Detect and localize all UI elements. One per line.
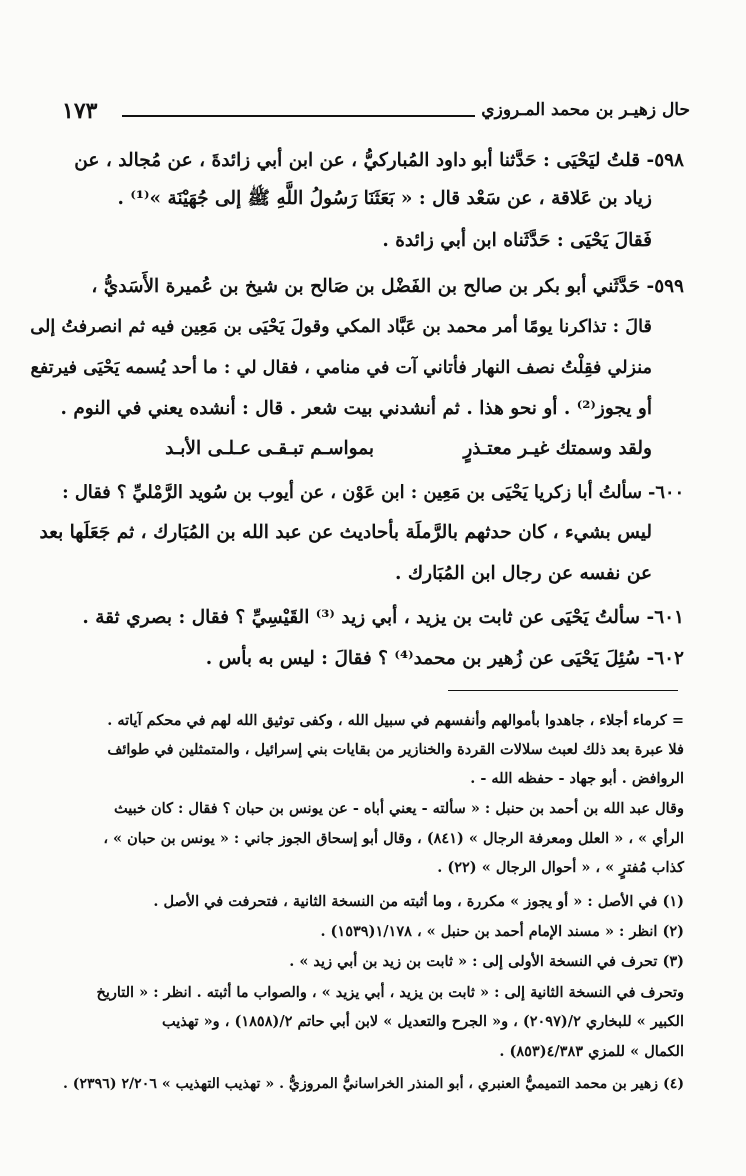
text-line: ٦٠٢- سُئِلَ يَحْيَى عن زُهير بن محمد⁽⁴⁾ ؟ فقالَ : ليس به بأس .: [205, 648, 684, 669]
footnote-line: الرأي » ، « العلل ومعرفة الرجال » (٨٤١) ، وقال أبو إسحاق الجوز جاني : « يونس بن حبان » ،: [103, 830, 684, 847]
running-title: حال زهيـر بن محمد المـروزي: [481, 100, 690, 120]
footnote-separator: [448, 690, 678, 691]
text-line: قالَ : تذاكرنا يومًا أمر محمد بن عَبَّاد المكي وقولَ يَحْيَى بن مَعِين فيه ثم انصرفتُ إلى: [30, 316, 652, 337]
footnote-line: (٣) تحرف في النسخة الأولى إلى : « ثابت بن زيد بن أبي زيد » .: [289, 953, 684, 970]
text-line: أو يجوز⁽²⁾ . أو نحو هذا . ثم أنشدني بيت شعر . قال : أنشده يعني في النوم .: [60, 398, 652, 419]
footnote-line: الروافض . أبو جهاد - حفظه الله - .: [470, 770, 684, 787]
poem-hemistich-2: بمواسـم تبـقـى عـلـى الأبـد: [165, 438, 374, 459]
page-header: [62, 98, 690, 126]
text-line: ليس بشيء ، كان حدثهم بالرَّملَة بأحاديث عن عبد الله بن المُبَارك ، ثم جَعَلَها بعد: [39, 522, 652, 543]
footnote-line: الكمال » للمزي ٤/٣٨٣(٨٥٣) .: [499, 1043, 684, 1060]
text-line: زياد بن عَلاقة ، عن سَعْد قال : « بَعَثَنَا رَسُولُ اللَّهِ ﷺ إلى جُهَيْنَة »⁽¹⁾ .: [117, 188, 652, 209]
footnote-line: وتحرف في النسخة الثانية إلى : « ثابت بن يزيد ، أبي يزيد » ، والصواب ما أثبته . انظر : « التاريخ: [96, 984, 684, 1001]
text-line: ٦٠١- سألتُ يَحْيَى عن ثابت بن يزيد ، أبي زيد ⁽³⁾ القَيْسِيِّ ؟ فقال : بصري ثقة .: [82, 607, 684, 628]
text-line: ٦٠٠- سألتُ أبا زكريا يَحْيَى بن مَعِين : ابن عَوْن ، عن أيوب بن سُويد الرَّمْليِّ ؟ فقال :: [62, 482, 684, 503]
text-line: منزلي فقِلْتُ نصف النهار فأتاني آت في منامي ، فقال لي : ما أحد يُسمه يَحْيَى فيرتفع: [30, 357, 652, 378]
footnote-line: وقال عبد الله بن أحمد بن حنبل : « سألته - يعني أباه - عن يونس بن حبان ؟ فقال : كان خبيث: [114, 800, 684, 817]
text-line: ٥٩٩- حَدَّثَني أبو بكر بن صالح بن الفَضْل بن صَالح بن شيخ بن عُميرة الأَسَديُّ ،: [91, 276, 684, 297]
footnote-line: (٢) انظر : « مسند الإمام أحمد بن حنبل » ، ١/١٧٨(١٥٣٩) .: [320, 923, 684, 940]
footnote-line: فلا عبرة بعد ذلك لعبث سلالات القردة والخنازير من بقايات بني إسرائيل ، والمتمثلين في طوائف: [107, 741, 684, 758]
footnote-line: كذاب مُفترٍ » ، « أحوال الرجال » (٢٢) .: [437, 859, 684, 876]
text-line: فَقالَ يَحْيَى : حَدَّثَناه ابن أبي زائدة .: [382, 230, 652, 251]
page-number: ١٧٣: [62, 98, 98, 124]
poem-hemistich-1: ولقد وسمتك غيـر معتـذرٍ: [463, 438, 652, 459]
footnote-line: = كرماء أجلاء ، جاهدوا بأموالهم وأنفسهم في سبيل الله ، وكفى توثيق الله لهم في محكم آياته .: [107, 712, 684, 729]
footnote-line: (٤) زهير بن محمد التميميُّ العنبري ، أبو المنذر الخراسانيُّ المروزيُّ . « تهذيب التهذيب » ٢/٢٠٦ (٢٣٩٦) .: [62, 1076, 684, 1092]
footnote-line: (١) في الأصل : « أو يجوز » مكررة ، وما أثبته من النسخة الثانية ، فتحرفت في الأصل .: [153, 893, 684, 910]
text-line: عن نفسه عن رجال ابن المُبَارك .: [395, 563, 652, 584]
header-rule: [122, 115, 475, 117]
footnote-line: الكبير » للبخاري ٢/(٢٠٩٧) ، و« الجرح والتعديل » لابن أبي حاتم ٢/(١٨٥٨) ، و« تهذيب: [161, 1013, 684, 1030]
text-line: ٥٩٨- قلتُ ليَحْيَى : حَدَّثنا أبو داود المُباركيُّ ، عن ابن أبي زائدةَ ، عن مُجالد ، عن: [74, 150, 684, 171]
